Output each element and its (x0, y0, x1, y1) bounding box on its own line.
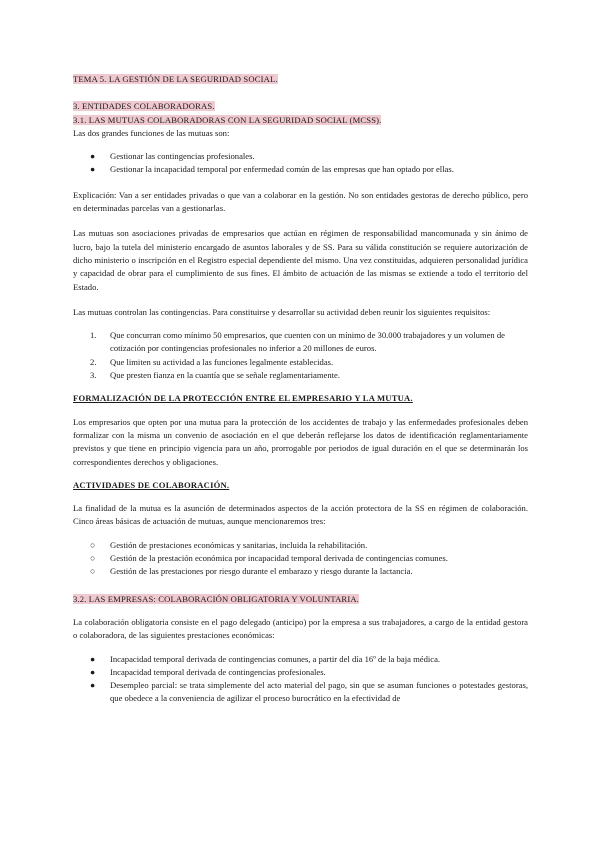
prestaciones-list (73, 653, 528, 706)
list-item: ● Incapacidad temporal derivada de contingencias profesionales. (73, 666, 528, 679)
circle-bullet-icon: ○ (90, 539, 96, 550)
section-3-2-heading: 3.2. LAS EMPRESAS: COLABORACIÓN OBLIGATORIA Y VOLUNTARIA. (73, 593, 359, 604)
bullet-icon: ● (90, 666, 96, 677)
areas-list (73, 539, 528, 579)
bullet-icon: ● (90, 164, 96, 175)
circle-bullet-icon: ○ (90, 553, 96, 564)
list-item: 2. Que limiten su actividad a las funciones legalmente establecidas. (90, 356, 334, 367)
section-3-heading: 3. ENTIDADES COLABORADORAS. (73, 101, 215, 112)
funciones-list (73, 150, 528, 177)
bullet-icon: ● (90, 653, 96, 664)
document-page (73, 73, 528, 706)
funciones-intro: Las dos grandes funciones de las mutuas son: (73, 127, 230, 138)
circle-bullet-icon: ○ (90, 566, 96, 577)
bullet-icon: ● (90, 151, 96, 162)
section-3-1-heading: 3.1. LAS MUTUAS COLABORADORAS CON LA SEGURIDAD SOCIAL (MCSS). (73, 114, 382, 125)
tema-heading: TEMA 5. LA GESTIÓN DE LA SEGURIDAD SOCIAL. (73, 74, 278, 84)
requisitos-intro: Las mutuas controlan las contingencias. Para constituirse y desarrollar su actividad deben reunir los siguientes requisitos: (73, 306, 491, 317)
requisitos-list (73, 329, 528, 382)
list-item: ○ Gestión de la prestación económica por incapacidad temporal derivada de contingencias comunes. (73, 552, 528, 565)
list-item: 3. Que presten fianza en la cuantía que se señale reglamentariamente. (90, 370, 341, 381)
formalizacion-title: FORMALIZACIÓN DE LA PROTECCIÓN ENTRE EL EMPRESARIO Y LA MUTUA. (73, 393, 413, 404)
list-item: ● Gestionar las contingencias profesionales. (73, 150, 528, 163)
list-item: ● Incapacidad temporal derivada de contingencias comunes, a partir del día 16º de la baja médica. (73, 653, 528, 666)
list-item: ● Desempleo parcial: se trata simplemente del acto material del pago, sin que se asuman funciones o potestades gestoras, que obedece a la conveniencia de agilizar el proceso burocrático en la efectividad de (90, 680, 528, 704)
list-item: ● Gestionar la incapacidad temporal por enfermedad común de las empresas que han optado por ellas. (73, 163, 528, 176)
actividades-paragraph: La finalidad de la mutua es la asunción de determinados aspectos de la acción protectora de la SS en régimen de colaboración. Cinco áreas básicas de actuación de mutuas, aunque mencionaremos tres: (73, 503, 528, 527)
obligatoria-paragraph: La colaboración obligatoria consiste en el pago delegado (anticipo) por la empresa a sus trabajadores, a cargo de la entidad gestora o colaboradora, de las siguientes prestaciones económicas: (73, 616, 528, 641)
list-item: ○ Gestión de las prestaciones por riesgo durante el embarazo y riesgo durante la lactancia. (73, 565, 528, 578)
explicacion-paragraph: Explicación: Van a ser entidades privadas o que van a colaborar en la gestión. No son entidades gestoras de derecho público, pero en determinadas parcelas van a gestionarlas. (73, 189, 528, 214)
list-item: ○ Gestión de prestaciones económicas y sanitarias, incluida la rehabilitación. (73, 539, 528, 552)
list-item: 1. Que concurran como mínimo 50 empresarios, que cuenten con un mínimo de 30.000 trabajadores y un volumen de cotización por contingencias profesionales no inferior a 20 millones de euros. (90, 330, 505, 354)
actividades-title: ACTIVIDADES DE COLABORACIÓN. (73, 479, 230, 490)
bullet-icon: ● (90, 680, 96, 691)
formalizacion-paragraph: Los empresarios que opten por una mutua para la protección de los accidentes de trabajo y las enfermedades profesionales deben formalizar con la misma un convenio de asociación en el que deberán reflejarse los datos de identificación reglamentariamente previstos y que tiene en principio vigencia para un año, prorrogable por periodos de igual duración en el que se determinarán los correspondientes derechos y obligaciones. (73, 416, 528, 467)
asociaciones-paragraph: Las mutuas son asociaciones privadas de empresarios que actúan en régimen de responsabilidad mancomunada y sin ánimo de lucro, bajo la tutela del ministerio encargado de asuntos laborales y de SS. Para su válida constitución se requiere autorización de dicho ministerio o inscripción en el Registro especial dependiente del mismo. Una vez constituidas, adquieren personalidad jurídica y capacidad de obrar para el cumplimiento de sus fines. El ámbito de actuación de las mismas se extiende a todo el territorio del Estado. (73, 228, 528, 292)
